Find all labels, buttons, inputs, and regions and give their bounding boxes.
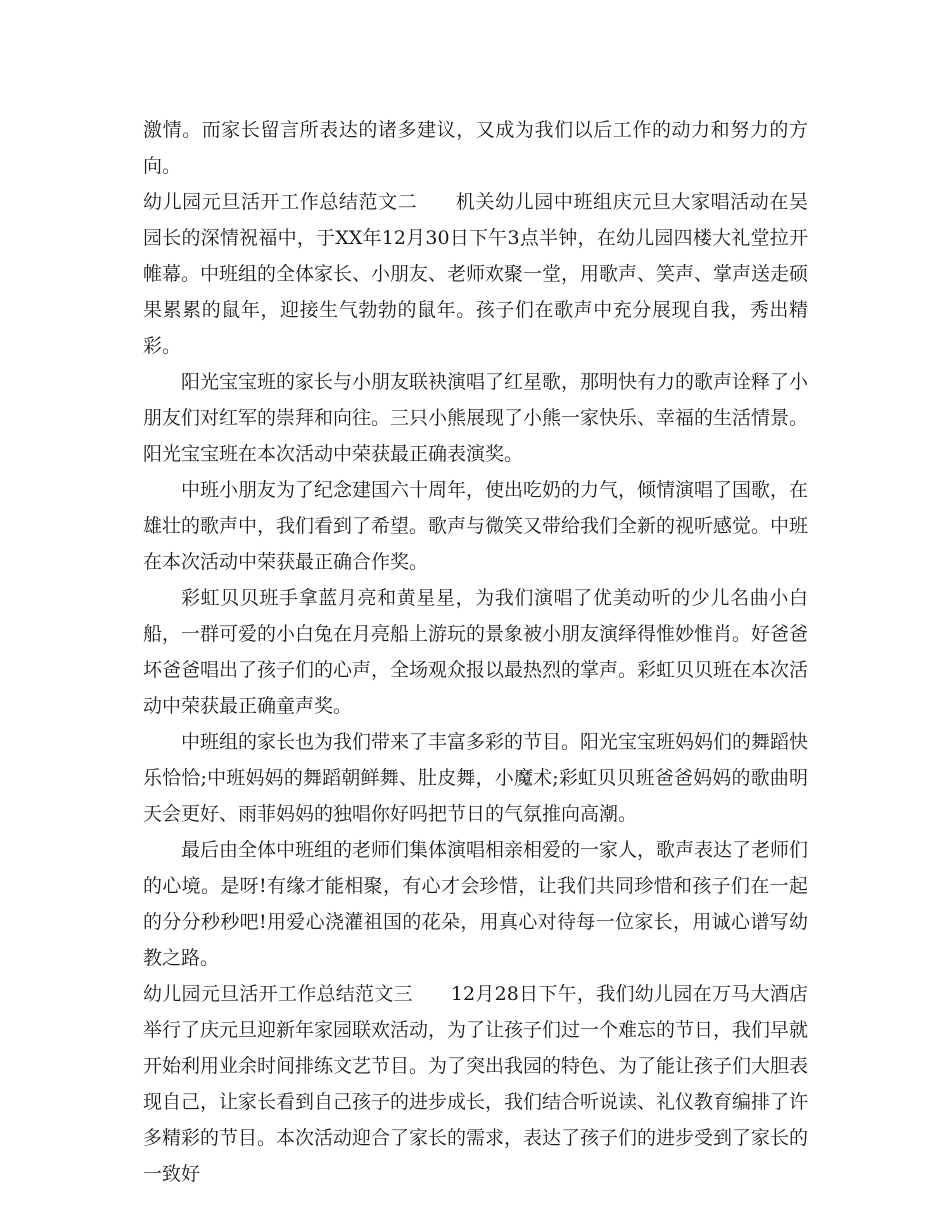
section-three-heading: 幼儿园元旦活开工作总结范文三	[143, 983, 413, 1005]
paragraph-teachers-song: 最后由全体中班组的老师们集体演唱相亲相爱的一家人，歌声表达了老师们的心境。是呀!有缘才能相聚，有心才会珍惜，让我们共同珍惜和孩子们在一起的分分秒秒吧!用爱心浇灌祖国的花朵，用真心对待每一位家长，用诚心谱写幼教之路。	[143, 839, 809, 969]
paragraph-parents-shows: 中班组的家长也为我们带来了丰富多彩的节目。阳光宝宝班妈妈们的舞蹈快乐恰恰;中班妈妈的舞蹈朝鲜舞、肚皮舞，小魔术;彩虹贝贝班爸爸妈妈的歌曲明天会更好、雨菲妈妈的独唱你好吗把节日的气氛推向高潮。	[143, 731, 809, 825]
section-two-heading: 幼儿园元旦活开工作总结范文二	[143, 191, 418, 213]
document-body	[143, 112, 808, 1192]
section-three-text: 12月28日下午，我们幼儿园在万马大酒店举行了庆元旦迎新年家园联欢活动，为了让孩子们过一个难忘的节日，我们早就开始利用业余时间排练文艺节目。为了突出我园的特色、为了能让孩子们大胆表现自己，让家长看到自己孩子的进步成长，我们结合听说读、礼仪教育编排了许多精彩的节目。本次活动迎合了家长的需求，表达了孩子们的进步受到了家长的一致好	[143, 983, 809, 1185]
paragraph-middle-class: 中班小朋友为了纪念建国六十周年，使出吃奶的力气，倾情演唱了国歌，在雄壮的歌声中，我们看到了希望。歌声与微笑又带给我们全新的视听感觉。中班在本次活动中荣获最正确合作奖。	[143, 479, 809, 573]
section-two-text: 机关幼儿园中班组庆元旦大家唱活动在吴园长的深情祝福中，于XX年12月30日下午3点半钟，在幼儿园四楼大礼堂拉开帷幕。中班组的全体家长、小朋友、老师欢聚一堂，用歌声、笑声、掌声送走硕果累累的鼠年，迎接生气勃勃的鼠年。孩子们在歌声中充分展现自我，秀出精彩。	[143, 191, 809, 357]
paragraph-intro-end: 激情。而家长留言所表达的诸多建议，又成为我们以后工作的动力和努力的方向。	[143, 119, 808, 177]
section-three	[143, 976, 808, 1192]
paragraph-sunshine-class: 阳光宝宝班的家长与小朋友联袂演唱了红星歌，那明快有力的歌声诠释了小朋友们对红军的崇拜和向往。三只小熊展现了小熊一家快乐、幸福的生活情景。阳光宝宝班在本次活动中荣获最正确表演奖。	[143, 371, 809, 465]
paragraph-rainbow-class: 彩虹贝贝班手拿蓝月亮和黄星星，为我们演唱了优美动听的少儿名曲小白船，一群可爱的小白兔在月亮船上游玩的景象被小朋友演绎得惟妙惟肖。好爸爸坏爸爸唱出了孩子们的心声，全场观众报以最热烈的掌声。彩虹贝贝班在本次活动中荣获最正确童声奖。	[143, 587, 809, 717]
section-two	[143, 184, 808, 364]
